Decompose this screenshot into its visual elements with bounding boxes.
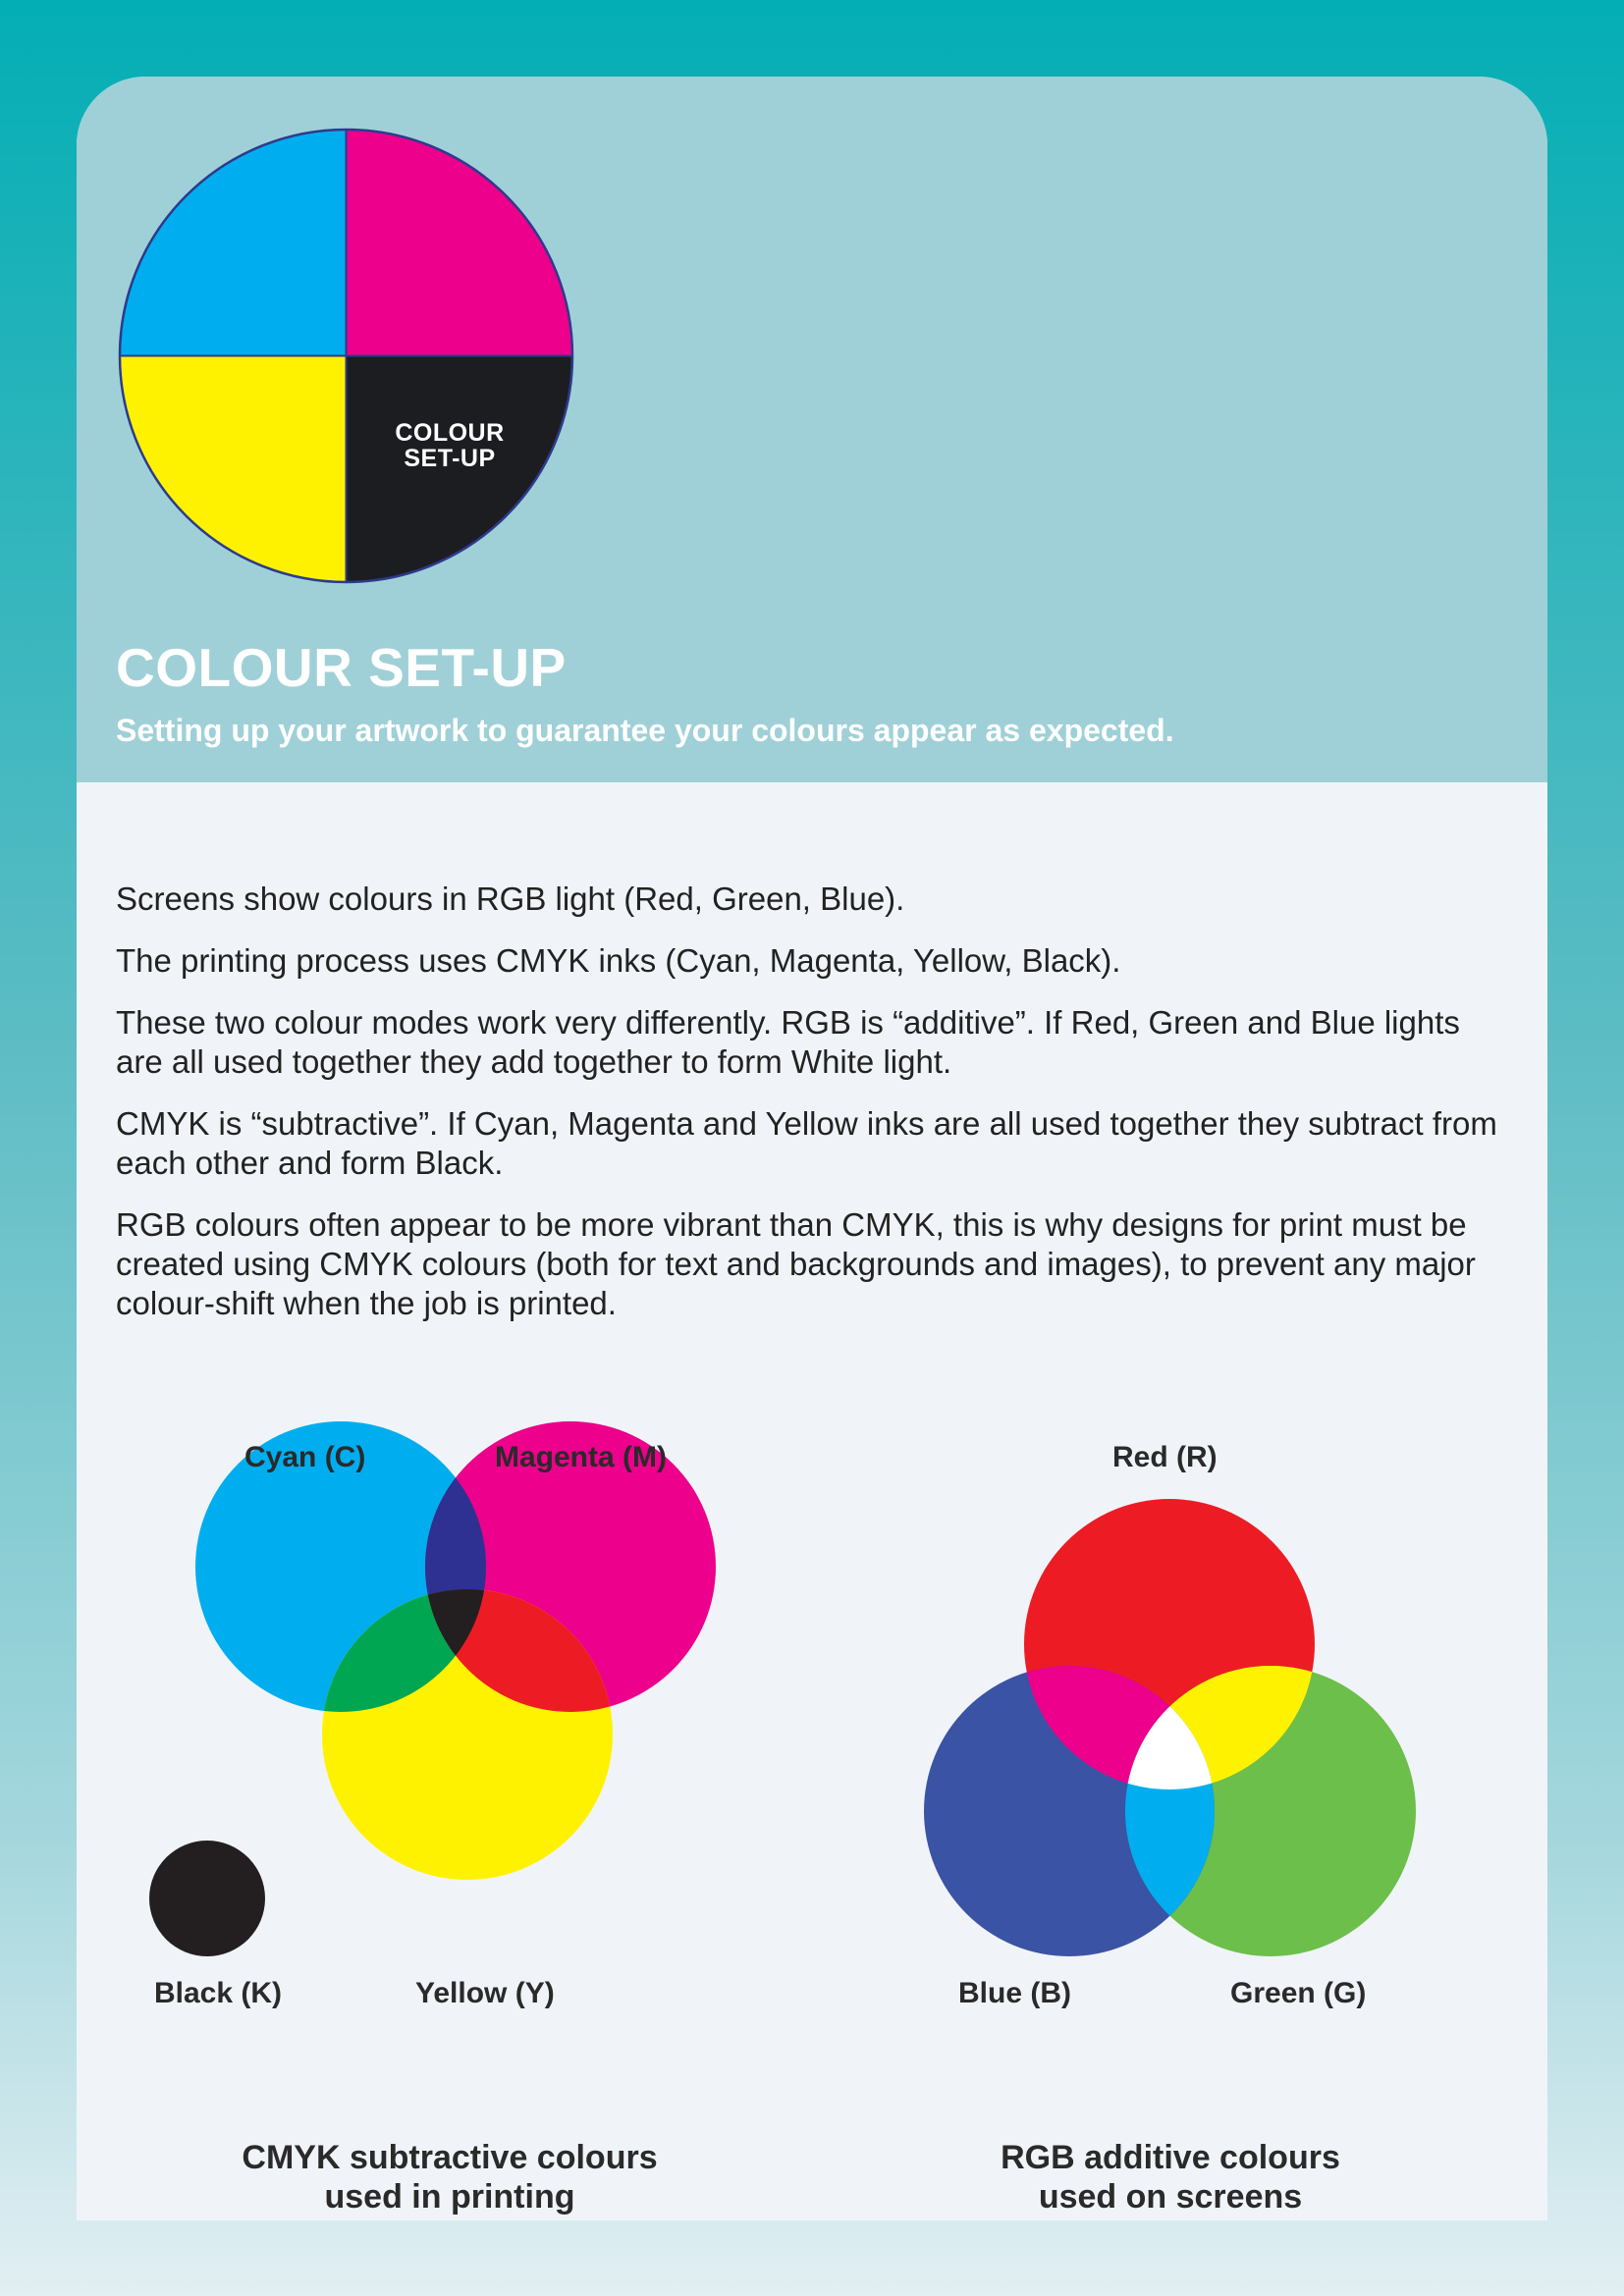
blue-label: Blue (B) <box>958 1977 1071 2009</box>
rgb-caption <box>876 2138 1465 2216</box>
magenta-label: Magenta (M) <box>495 1441 667 1473</box>
black-label: Black (K) <box>154 1977 283 2009</box>
paragraph: These two colour modes work very differently. RGB is “additive”. If Red, Green and Blue lights are all used together they add together to form White light. <box>116 1004 1460 1080</box>
red-label: Red (R) <box>1112 1441 1218 1473</box>
rgb-caption-line1: RGB additive colours <box>1001 2139 1340 2176</box>
cmyk-caption <box>155 2138 744 2216</box>
page-title: COLOUR SET-UP <box>116 637 567 698</box>
paragraph: RGB colours often appear to be more vibrant than CMYK, this is why designs for print must be created using CMYK colours (both for text and backgrounds and images), to prevent any major colour-shift when the job is printed. <box>116 1206 1476 1321</box>
cmyk-caption-line2: used in printing <box>324 2178 575 2216</box>
cyan-label: Cyan (C) <box>244 1441 366 1473</box>
green-label: Green (G) <box>1230 1977 1367 2009</box>
yellow-label: Yellow (Y) <box>415 1977 555 2009</box>
content-card <box>77 77 1547 2220</box>
paragraph: The printing process uses CMYK inks (Cyan, Magenta, Yellow, Black). <box>116 942 1121 979</box>
page-subtitle: Setting up your artwork to guarantee your colours appear as expected. <box>116 713 1174 748</box>
paragraph: Screens show colours in RGB light (Red, Green, Blue). <box>116 881 905 917</box>
cmyk-caption-line1: CMYK subtractive colours <box>242 2139 658 2176</box>
black-circle <box>149 1841 265 1956</box>
rgb-caption-line2: used on screens <box>1038 2178 1303 2216</box>
logo-label: COLOUR SET-UP <box>395 419 505 472</box>
paragraph: CMYK is “subtractive”. If Cyan, Magenta and Yellow inks are all used together they subtract from each other and form Black. <box>116 1105 1497 1181</box>
cmyk-diagram <box>77 77 1547 2220</box>
